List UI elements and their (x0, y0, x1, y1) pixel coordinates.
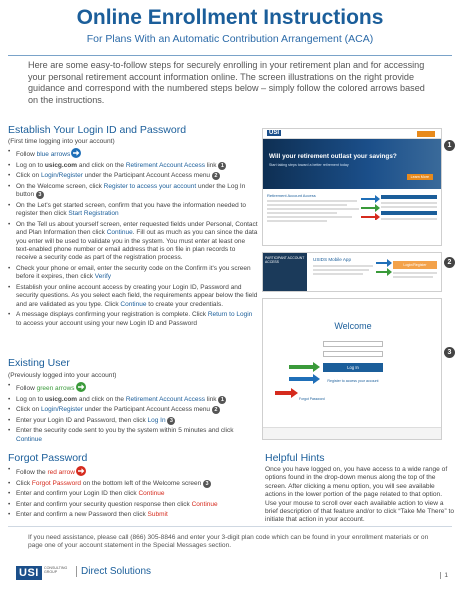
step-item (8, 221, 258, 263)
site-topbar (263, 129, 441, 139)
header-divider (8, 55, 452, 56)
step-text: On the Welcome screen, click (16, 182, 104, 190)
green-arrow-icon (289, 362, 320, 372)
screen1-arrows (359, 194, 381, 220)
step-number-badge: 3 (36, 191, 44, 199)
site-logo: USI (269, 130, 280, 136)
step-link[interactable]: Retirement Account Access (125, 161, 205, 169)
step-text: Click on (16, 172, 41, 180)
establish-note: (First time logging into your account) (8, 138, 115, 145)
login-register-button[interactable]: Login/Register (393, 261, 437, 269)
forgot-steps (8, 466, 258, 522)
step-item (8, 511, 258, 519)
step-item (8, 501, 258, 509)
step-link[interactable]: red arrow (47, 469, 75, 476)
red-arrow-icon (275, 388, 298, 398)
step-site: usicg.com (44, 395, 78, 403)
step-number-badge: 3 (167, 417, 175, 425)
establish-steps (8, 148, 258, 330)
forgot-title: Forgot Password (8, 452, 88, 464)
usi-logo-subtext: CONSULTING GROUP (44, 566, 68, 574)
step-text: Log on to (16, 161, 45, 169)
page-subtitle: For Plans With an Automatic Contribution Arrangement (ACA) (86, 33, 374, 45)
step-text: Log on to (16, 395, 45, 403)
step-text: link (204, 161, 217, 169)
screenshot-welcome (262, 298, 442, 440)
site-learn-more-button[interactable]: Learn More (407, 174, 433, 180)
welcome-heading: Welcome (334, 321, 372, 331)
existing-title: Existing User (8, 357, 70, 369)
step-link[interactable]: Continue (138, 490, 165, 498)
step-link[interactable]: Continue (16, 435, 43, 443)
step-item (8, 148, 258, 159)
green-arrow-icon (76, 382, 86, 392)
screenshot-usicg-home (262, 128, 442, 246)
usi-logo: USI (16, 566, 42, 580)
site-section-title: Retirement Account Access (267, 193, 316, 198)
intro-text: Here are some easy-to-follow steps for securely enrolling in your retirement plan and for accessing your personal retirement account information online. The screen illustrations on the right provide guidance and correspond with the numbered steps below – simply follow the colored arrows based on the instructions. (28, 60, 425, 105)
step-text: link (204, 395, 217, 403)
blue-arrow-icon (361, 195, 380, 203)
blue-arrow-icon (289, 374, 320, 384)
step-link[interactable]: Register to access your account (103, 182, 197, 190)
step-text: under the Log In button (16, 182, 246, 199)
screen-badge-1: 1 (444, 140, 455, 151)
step-text: Follow (16, 151, 37, 158)
hints-text: Once you have logged on, you have access to a wide range of options found in the drop-down menus along the top of the screen. After clicking a menu option, you will see available actions in the lower portion of the page related to that option. Use your mouse to scroll over each available action to view a brief description of that feature and/or to click “Take Me There” to initiate that action in your account. (265, 466, 454, 524)
step-link[interactable]: Continue (191, 500, 218, 508)
site-banner (263, 139, 441, 189)
participant-header-text: PARTICIPANT ACCOUNT ACCESS (265, 256, 305, 264)
step-text: Enter and confirm a new Password then click (16, 511, 148, 519)
blue-arrow-icon (376, 259, 392, 267)
welcome-login-button[interactable]: Log In (323, 363, 383, 372)
step-item (8, 172, 258, 180)
page-number: 1 (440, 572, 448, 579)
step-text: Click on (16, 406, 41, 414)
step-text: . Fill out as much as you can since the data you enter will be used to validate you in the system. You must enter at least one text-enabled phone number or email address that is on file in plan records to receive a security code as part of the registration process. (16, 229, 258, 262)
assistance-text: If you need assistance, please call (866) 305-8846 and enter your 3-digit plan code which can be found in your enrollment materials or on page one of your account statement in the Special Messages section. (28, 534, 429, 550)
existing-note: (Previously logged into your account) (8, 372, 117, 379)
site-content-left (267, 193, 367, 224)
step-number-badge: 2 (212, 172, 220, 180)
page-title: Online Enrollment Instructions (76, 6, 384, 29)
step-text: Follow (16, 385, 37, 392)
step-item (8, 417, 258, 425)
step-link[interactable]: Start Registration (68, 210, 119, 218)
step-item (8, 382, 258, 393)
step-item (8, 406, 258, 414)
step-number-badge: 3 (203, 480, 211, 488)
step-item (8, 183, 258, 200)
step-text: Enter and confirm your security question response then click (16, 500, 192, 508)
screenshot-participant-access (262, 252, 442, 292)
step-text: Follow the (16, 469, 48, 476)
step-text: On the Let's get started screen, confirm that you have the information needed to register then click (16, 201, 246, 218)
red-arrow-icon (76, 466, 86, 476)
step-link[interactable]: Forgot Password (31, 479, 82, 487)
step-item (8, 202, 258, 219)
step-text: to create your credentials. (146, 300, 224, 308)
step-number-badge: 1 (218, 162, 226, 170)
step-link[interactable]: Login/Register (40, 406, 83, 414)
register-link[interactable]: Register to access your account (327, 379, 379, 383)
red-arrow-icon (361, 213, 380, 220)
step-text: A message displays confirming your registration is complete. Click (16, 311, 208, 319)
step-item (8, 427, 258, 444)
mobile-app-title: USIDS Mobile App (313, 257, 352, 262)
step-link[interactable]: Continue (106, 229, 133, 237)
green-arrow-icon (376, 268, 392, 276)
establish-title: Establish Your Login ID and Password (8, 124, 187, 136)
step-link[interactable]: Retirement Account Access (125, 395, 205, 403)
welcome-footer-bar (263, 427, 442, 440)
step-item (8, 480, 258, 488)
password-field[interactable] (323, 351, 383, 357)
site-content-right (381, 195, 437, 235)
step-text: Click (16, 479, 32, 487)
step-link[interactable]: Return to Login (207, 311, 253, 319)
step-text: Enter the security code sent to you by the system within 5 minutes and click (16, 427, 234, 435)
site-banner-title: Will your retirement outlast your savings? (269, 153, 397, 160)
step-item (8, 311, 258, 328)
step-text: and click on the (77, 161, 126, 169)
blue-arrow-icon (71, 148, 81, 158)
step-item (8, 162, 258, 170)
step-text: Enter your Login ID and Password, then click (16, 416, 148, 424)
step-text: to access your account using your new Login ID and Password (16, 319, 198, 327)
step-link[interactable]: Log In (147, 416, 166, 424)
screen3-arrows (269, 339, 323, 405)
forgot-password-link[interactable]: Forgot Password (299, 397, 325, 401)
step-text: under the Participant Account Access menu (82, 406, 211, 414)
site-top-button[interactable] (417, 131, 435, 137)
step-link[interactable]: green arrows (36, 385, 75, 392)
participant-header-panel (263, 253, 307, 292)
step-item (8, 396, 258, 404)
step-link[interactable]: Verify (94, 273, 112, 281)
green-arrow-icon (361, 204, 380, 212)
step-text: Establish your online account access by creating your Login ID, Password and security questions. As you select each field, the requirements appear below the field and are validated as you type. Click (16, 284, 258, 308)
step-item (8, 466, 258, 477)
direct-solutions-brand: Direct Solutions (76, 566, 151, 577)
existing-steps (8, 382, 258, 446)
footer-divider (8, 526, 452, 527)
site-banner-sub: Start taking steps toward a better retirement today (269, 163, 349, 167)
step-text: under the Participant Account Access menu (82, 172, 211, 180)
login-id-field[interactable] (323, 341, 383, 347)
step-link[interactable]: Login/Register (40, 172, 83, 180)
step-item (8, 265, 258, 282)
step-site: usicg.com (44, 161, 78, 169)
step-link[interactable]: Submit (147, 511, 168, 519)
step-link[interactable]: Continue (120, 300, 147, 308)
screen-badge-3: 3 (444, 347, 455, 358)
screen-badge-2: 2 (444, 257, 455, 268)
step-item (8, 490, 258, 498)
step-number-badge: 1 (218, 396, 226, 404)
step-link[interactable]: blue arrows (36, 151, 71, 158)
step-text: Check your phone or email, enter the security code on the Confirm it's you screen before it expires, then click (16, 265, 251, 281)
step-item (8, 284, 258, 309)
hints-title: Helpful Hints (265, 452, 325, 464)
screen2-arrows (375, 259, 393, 281)
step-text: Enter and confirm your Login ID then click (16, 490, 139, 498)
step-text: On the Tell us about yourself screen, enter requested fields under Personal, Contact and Plan Information then click (16, 220, 258, 237)
step-text: and click on the (77, 395, 126, 403)
step-number-badge: 2 (212, 406, 220, 414)
step-text: on the bottom left of the Welcome screen (81, 479, 202, 487)
